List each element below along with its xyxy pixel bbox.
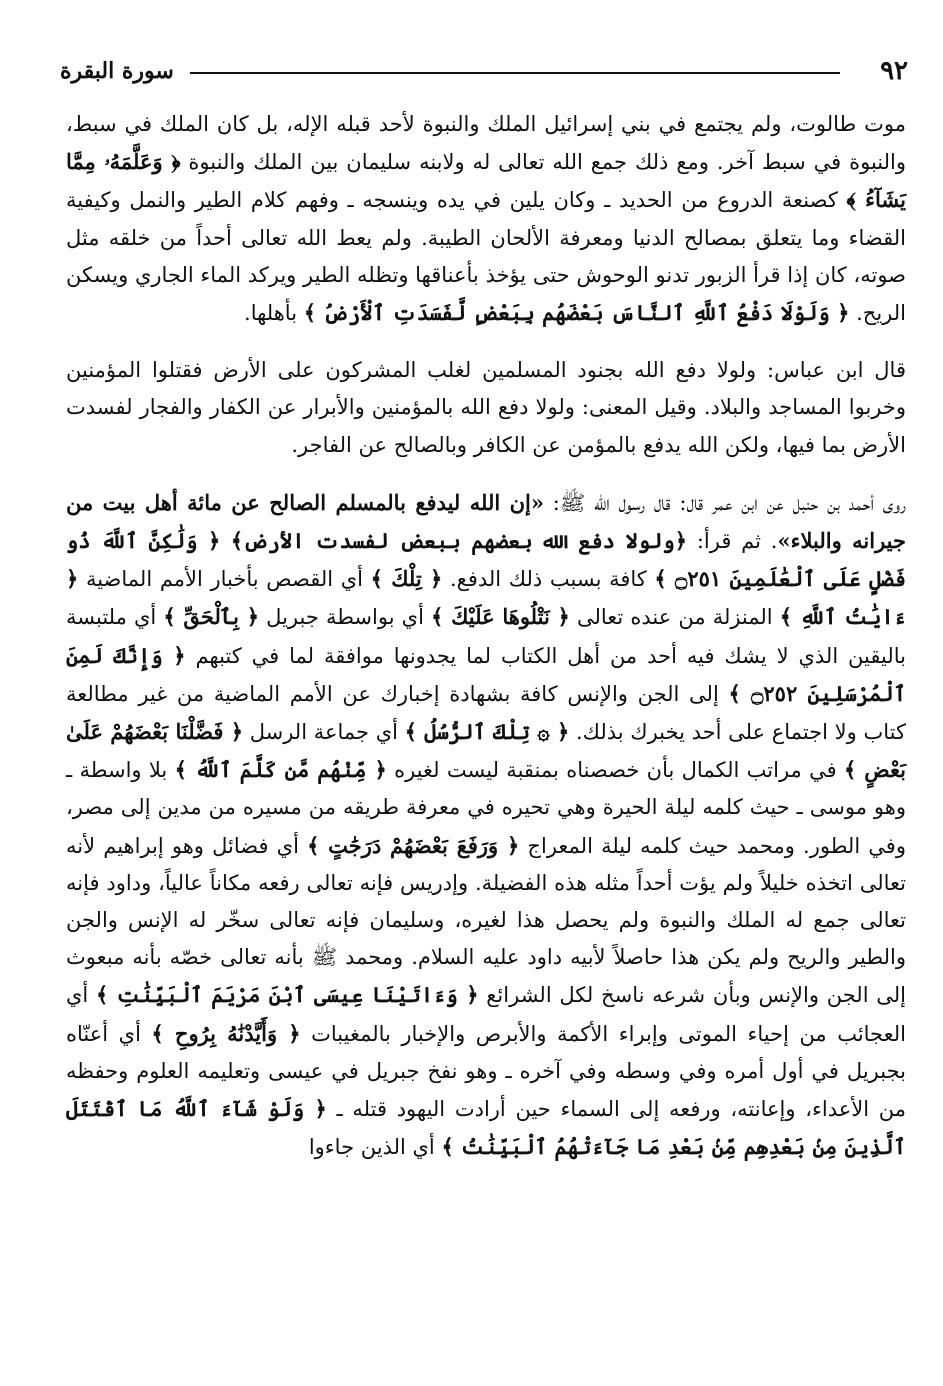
- body-text: أي بواسطة جبريل: [259, 605, 432, 630]
- body-text: أي القصص بأخبار الأمم الماضية: [78, 567, 371, 592]
- body-text: روى أحمد بن حنبل عن ابن عمر قال: قال رسول الله ﷺ:: [544, 490, 906, 515]
- body-text: أي فضائل وهو إبراهيم لأنه تعالى اتخذه خليلاً ولم يؤت أحداً مثله هذه الفضيلة. وإدريس فإنه تعالى رفعه مكاناً عالياً، وداود فإنه تعالى جمع له الملك والنبوة ولم يحصل هذا لغيره، وسليمان فإنه تعالى سخّر له الإنس والجن والطير والريح ولم يكن هذا حاصلاً لأبيه داود عليه السلام. ومحمد ﷺ بأنه تعالى خصّه بأنه مبعوث إلى الجن والإنس وبأن شرعه ناسخ لكل الشرائع: [66, 833, 907, 1008]
- quran-quote: ﴿ مِّنْهُم مَّن كَلَّمَ ٱللَّهُ ﴾: [174, 757, 387, 783]
- quran-quote: ﴿ وَلَوْلَا دَفْعُ ٱللَّهِ ٱلنَّاسَ بَعْضَهُم بِبَعْضٍ لَّفَسَدَتِ ٱلْأَرْضُ ﴾: [303, 300, 850, 326]
- quran-quote: ﴿ نَتْلُوهَا عَلَيْكَ ﴾: [431, 604, 570, 630]
- body-text: أي أعنّاه بجبريل في أول أمره وفي وسطه وفي آخره ـ وهو نفخ جبريل في عيسى وتعليمه العلوم وحفظه من الأعداء، وإعانته، ورفعه إلى السماء حين أرادت اليهود قتله ـ: [66, 1021, 906, 1122]
- page-number: ٩٢: [880, 56, 908, 86]
- quran-quote: «إن الله ليدفع بالمسلم الصالح عن مائة أهل بيت من جيرانه والبلاء»: [66, 489, 906, 554]
- page-body: [66, 106, 906, 1166]
- quran-quote: ﴿ ءَايَٰتُ ٱللَّهِ ﴾: [66, 566, 906, 630]
- quran-quote: ﴿ وَعَلَّمَهُۥ مِمَّا يَشَآءُ ﴾: [66, 149, 906, 213]
- quran-quote: ﴿ وَرَفَعَ بَعْضَهُمْ دَرَجَٰتٍ ﴾: [307, 832, 520, 858]
- quran-quote: ﴿ تِلْكَ ﴾: [370, 566, 443, 592]
- paragraph: [66, 352, 906, 464]
- body-text: أي ملتبسة باليقين الذي لا يشك فيه أحد من أهل الكتاب لما يجدونها موافقة لما في كتبهم: [66, 605, 906, 668]
- quran-quote: ﴿ بِٱلْحَقِّ ﴾: [163, 604, 260, 630]
- header-rule: [190, 72, 840, 74]
- paragraph: [66, 484, 906, 1167]
- quran-quote: ﴿ ۞ تِلْكَ ٱلرُّسُلُ ﴾: [404, 719, 570, 745]
- surah-name: سورة البقرة: [60, 58, 174, 84]
- paragraph: [66, 106, 906, 332]
- body-text: في مراتب الكمال بأن خصصناه بمنقبة ليست لغيره: [386, 758, 844, 783]
- quran-quote: ﴿ولولا دفع الله بعضهم ببعض لفسدت الأرض﴾ ﴿ وَلَٰكِنَّ ٱللَّهَ ذُو فَضْلٍ عَلَى ٱلْعَٰلَمِينَ ۝٢٥١ ﴾: [66, 528, 906, 592]
- body-text: بأهلها.: [244, 301, 304, 326]
- quran-quote: ﴿ وَلَوْ شَآءَ ٱللَّهُ مَا ٱقْتَتَلَ ٱلَّذِينَ مِنۢ بَعْدِهِم مِّنۢ بَعْدِ مَا جَآءَتْهُمُ ٱلْبَيِّنَٰتُ ﴾: [66, 1096, 906, 1160]
- quran-quote: ﴿ وَأَيَّدْنَٰهُ بِرُوحِ ﴾: [151, 1020, 301, 1046]
- body-text: كصنعة الدروع من الحديد ـ وكان يلين في يده وينسجه ـ وفهم كلام الطير والنمل وكيفية القضاء وما يتعلق بمصالح الدنيا ومعرفة الألحان الطيبة. ولم يعط الله تعالى أحداً من خلقه مثل صوته، كان إذا قرأ الزبور تدنو الوحوش حتى يؤخذ بأعناقها وتظله الطير ويركد الماء الجاري ويسكن الريح.: [65, 188, 906, 326]
- body-text: إلى الجن والإنس كافة بشهادة إخبارك عن الأمم الماضية من غير مطالعة كتاب ولا اجتماع على أحد يخبرك بذلك.: [66, 681, 906, 745]
- body-text: أي العجائب من إحياء الموتى وإبراء الأكمة والأبرص والإخبار بالمغيبات: [66, 983, 906, 1046]
- quran-quote: ﴿ وَءَاتَيْنَا عِيسَى ٱبْنَ مَرْيَمَ ٱلْبَيِّنَٰتِ ﴾: [96, 982, 479, 1008]
- body-text: . ثم قرأ:: [687, 529, 778, 554]
- body-text: قال ابن عباس: ولولا دفع الله بجنود المسلمين لغلب المشركون على الأرض فقتلوا المؤمنين وخربوا المساجد والبلاد. وقيل المعنى: ولولا دفع الله بالمؤمنين والأبرار عن الكفار والفجار لفسدت الأرض بما فيها، ولكن الله يدفع بالمؤمن عن الكافر وبالصالح عن الفاجر.: [66, 358, 906, 457]
- body-text: موت طالوت، ولم يجتمع في بني إسرائيل الملك والنبوة لأحد قبله الإله، بل كان الملك في سبط، والنبوة في سبط آخر. ومع ذلك جمع الله تعالى له ولابنه سليمان بين الملك والنبوة: [66, 112, 906, 175]
- body-text: كافة بسبب ذلك الدفع.: [442, 567, 655, 592]
- page-header: [60, 52, 910, 92]
- body-text: المنزلة من عنده تعالى: [569, 605, 780, 630]
- quran-quote: ﴿ فَضَّلْنَا بَعْضَهُمْ عَلَىٰ بَعْضٍ ﴾: [66, 719, 906, 783]
- body-text: بلا واسطة ـ وهو موسى ـ حيث كلمه ليلة الحيرة وهي تحيره في معرفة طريقه من مسيره من مدين إلى مصر، وفي الطور. ومحمد حيث كلمه ليلة المعراج: [66, 758, 906, 858]
- body-text: أي الذين جاءوا: [308, 1135, 442, 1160]
- quran-quote: ﴿ وَإِنَّكَ لَمِنَ ٱلْمُرْسَلِينَ ۝٢٥٢ ﴾: [66, 642, 906, 706]
- body-text: أي جماعة الرسل: [243, 720, 405, 745]
